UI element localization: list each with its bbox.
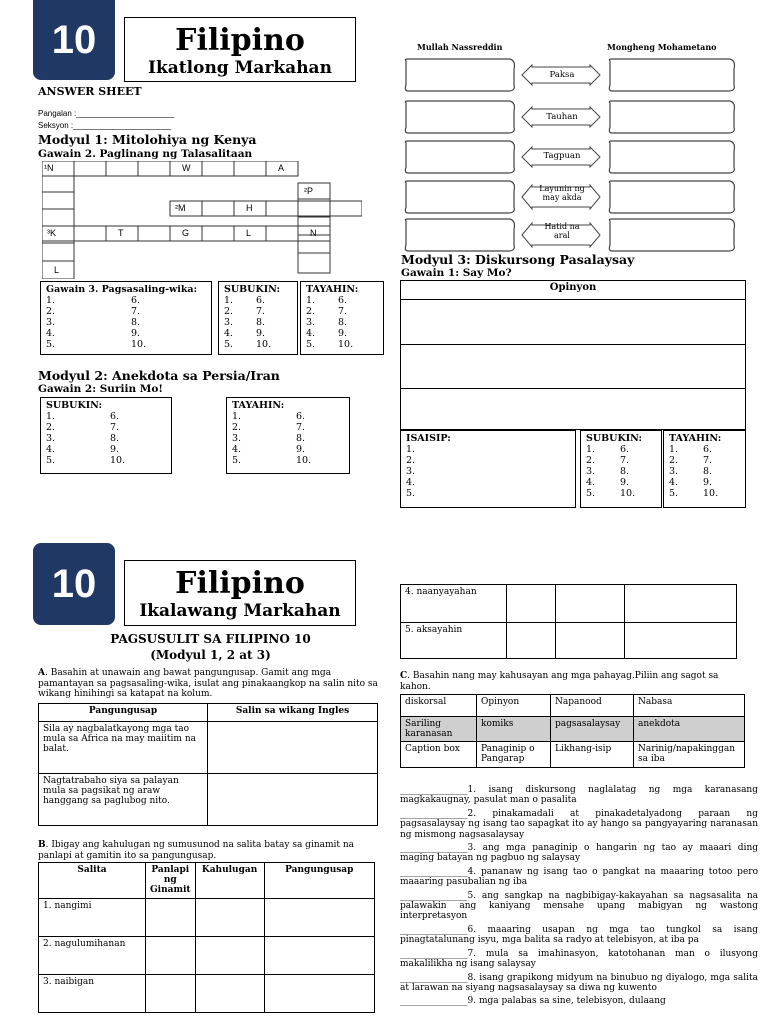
cw-cell-l: L (246, 228, 252, 238)
title-box (124, 17, 356, 82)
exam-subtitle: (Modyul 1, 2 at 3) (150, 648, 271, 662)
page-title-2: Filipino (175, 566, 305, 601)
tayahin-answer-box-3: TAYAHIN: 1. 6. 2. 7. 3. 8. 4. 9. 5. 10. (663, 430, 746, 508)
word-bank-item: Nabasa (634, 695, 745, 717)
b-row-cell[interactable] (264, 975, 374, 1013)
b-row-word: 5. aksayahin (401, 623, 507, 659)
cw-cell-n2: N (310, 228, 317, 238)
b-row-cell[interactable] (195, 899, 264, 937)
opinyon-row[interactable] (401, 389, 745, 429)
b-row-cell[interactable] (264, 899, 374, 937)
b-row-word: 4. naanyayahan (401, 585, 507, 623)
b-header-panlapi: Panlapi ng Ginamit (146, 863, 196, 899)
c-item: _______________7. mula sa imahinasyon, katotohanan man o ilusyong makalilikha ng isang salaysay (400, 948, 758, 970)
word-bank-item: Panaginip o Pangarap (477, 742, 551, 768)
word-bank-item: Likhang-isip (551, 742, 634, 768)
word-bank-item: komiks (477, 717, 551, 742)
word-bank-item: Narinig/napakinggan sa iba (634, 742, 745, 768)
section-b-instructions: B. Ibigay ang kahulugan ng sumusunod na salita batay sa ginamit na panlapi at gamitin ito sa pangungusap. (38, 840, 355, 861)
c-item: _______________2. pinakamadali at pinakadetalyadong paraan ng pagsasalaysay ng isang tao sapagkat ito ay hango sa pangyayaring naranasan ng mismong nagsasalaysay (400, 808, 758, 840)
mullah-label: Mullah Nassreddin (417, 42, 503, 52)
page-subtitle-2: Ikalawang Markahan (139, 601, 341, 621)
a-row-text: Nagtatrabaho siya sa palayan mula sa pagsikat ng araw hanggang sa paglubog nito. (39, 774, 208, 826)
modyul1-heading: Modyul 1: Mitolohiya ng Kenya (38, 132, 257, 147)
isaisip-answer-box: ISAISIP: 1. 2. 3. 4. 5. (400, 430, 576, 508)
b-row-cell[interactable] (195, 937, 264, 975)
gawain1-heading: Gawain 1: Say Mo? (401, 267, 512, 279)
b-row-word: 2. nagulumihanan (39, 937, 146, 975)
section-b-table (38, 862, 375, 1013)
subukin-answer-box-1: SUBUKIN: 1. 6. 2. 7. 3. 8. 4. 9. 5. 10. (218, 281, 298, 355)
cw-cell-m: ²M (175, 203, 186, 213)
cw-cell-l2: L (54, 265, 60, 275)
b-header-salita: Salita (39, 863, 146, 899)
crossword-lines (42, 161, 362, 279)
gawain2b-heading: Gawain 2: Suriin Mo! (38, 383, 163, 395)
c-item: _______________4. pananaw ng isang tao o pangkat na maaaring totoo pero maaaring pasubalian ng iba (400, 866, 758, 888)
b-row-cell[interactable] (264, 937, 374, 975)
c-item: _______________3. ang mga panaginip o hangarin ng tao ay maaari ding maging batayan ng pagbuo ng salaysay (400, 843, 758, 864)
word-bank-item: Napanood (551, 695, 634, 717)
crossword-grid (42, 161, 362, 279)
b-row-cell[interactable] (625, 623, 737, 659)
gawain3-label: Gawain 3. Pagsasaling-wika: (46, 284, 198, 295)
opinyon-row[interactable] (401, 300, 745, 345)
section-a-table (38, 703, 378, 826)
b-row-cell[interactable] (556, 585, 625, 623)
word-bank-item: Caption box (401, 742, 477, 768)
b-row-cell[interactable] (507, 623, 556, 659)
name-field[interactable]: Pangalan :______________________ (38, 109, 175, 118)
b-row-word: 1. nangimi (39, 899, 146, 937)
cw-cell-h: H (246, 203, 253, 213)
cw-cell-t: T (118, 228, 124, 238)
b-row-cell[interactable] (146, 937, 196, 975)
tayahin-label: TAYAHIN: (306, 284, 359, 295)
b-header-kahulugan: Kahulugan (195, 863, 264, 899)
grade-badge: 10 (33, 0, 115, 80)
opinyon-header: Opinyon (401, 281, 745, 300)
subukin-answer-box-3: SUBUKIN: 1. 6. 2. 7. 3. 8. 4. 9. 5. 10. (580, 430, 662, 508)
compare-label-tagpuan: Tagpuan (543, 151, 581, 161)
cw-cell-w: W (182, 163, 191, 173)
b-row-cell[interactable] (146, 899, 196, 937)
tayahin-answer-box-1: TAYAHIN: 1. 6. 2. 7. 3. 8. 4. 9. 5. 10. (300, 281, 384, 355)
c-item: _______________8. isang grapikong midyum na binubuo ng diyalogo, mga salita at larawan na siyang nagsasalaysay sa diwa ng kuwento (400, 972, 758, 993)
a-row-answer[interactable] (208, 722, 378, 774)
b-header-pangungusap: Pangungusap (264, 863, 374, 899)
compare-label-layunin: Layunin ng may akda (539, 184, 585, 202)
a-header-pangungusap: Pangungusap (39, 704, 208, 722)
compare-label-paksa: Paksa (549, 70, 575, 80)
word-bank-item: diskorsal (401, 695, 477, 717)
b-row-cell[interactable] (625, 585, 737, 623)
exam-title: PAGSUSULIT SA FILIPINO 10 (110, 632, 311, 646)
opinyon-row[interactable] (401, 345, 745, 389)
cw-cell-a: A (278, 163, 285, 173)
section-field[interactable]: Seksyon :______________________ (38, 121, 172, 130)
gawain3-answer-box: Gawain 3. Pagsasaling-wika: 1. 6. 2. 7. 3. 8. 4. 9. 5. 10. (40, 281, 212, 355)
section-c-instructions: C. Basahin nang may kahusayan ang mga pahayag.Piliin ang sagot sa kahon. (400, 671, 719, 692)
word-bank-item: pagsasalaysay (551, 717, 634, 742)
compare-label-aral: Hatid na aral (544, 222, 580, 240)
b-row-word: 3. naibigan (39, 975, 146, 1013)
a-row-answer[interactable] (208, 774, 378, 826)
isaisip-label: ISAISIP: (406, 433, 451, 444)
tayahin-answer-box-2: TAYAHIN: 1. 6. 2. 7. 3. 8. 4. 9. 5. 10. (226, 397, 350, 474)
c-item: _______________9. mga palabas sa sine, telebisyon, dulaang (400, 996, 666, 1007)
c-item: _______________1. isang diskursong naglalatag ng mga karanasang magkakaugnay, pasulat man o pasalita (400, 785, 758, 806)
opinyon-table (400, 280, 746, 430)
page-subtitle: Ikatlong Markahan (148, 58, 332, 78)
b-row-cell[interactable] (195, 975, 264, 1013)
section-b-table-continued (400, 584, 737, 659)
subukin-answer-box-2: SUBUKIN: 1. 6. 2. 7. 3. 8. 4. 9. 5. 10. (40, 397, 172, 474)
modyul2-heading: Modyul 2: Anekdota sa Persia/Iran (38, 368, 280, 383)
gawain2-heading: Gawain 2. Paglinang ng Talasalitaan (38, 148, 253, 160)
word-bank-item: Opinyon (477, 695, 551, 717)
word-bank-item: anekdota (634, 717, 745, 742)
word-bank-item: Sariling karanasan (401, 717, 477, 742)
c-item: _______________5. ang sangkap na nagbibigay-kakayahan sa nagsasalita na palawakin ang kaniyang mensahe upang mabigyan ng wastong interpretasyon (400, 890, 758, 922)
section-a-instructions: A. Basahin at unawain ang bawat pangungusap. Gamit ang mga pamantayan sa pagsasaling-wika, isulat ang pinakaangkop na salin nito sa wikang hinihingi sa katapat na kolum. (38, 668, 378, 699)
b-row-cell[interactable] (556, 623, 625, 659)
answer-sheet-heading: ANSWER SHEET (38, 85, 142, 98)
cw-cell-p: ²P (304, 186, 313, 196)
subukin-label: SUBUKIN: (224, 284, 281, 295)
cw-cell-n: ¹N (44, 163, 54, 173)
a-header-salin: Salin sa wikang Ingles (208, 704, 378, 722)
a-row-text: Sila ay nagbalatkayong mga tao mula sa Africa na may maiitim na balat. (39, 722, 208, 774)
word-bank-table (400, 694, 745, 768)
grade-badge-2: 10 (33, 543, 115, 625)
b-row-cell[interactable] (146, 975, 196, 1013)
cw-cell-k: ³K (47, 228, 56, 238)
cw-cell-g: G (182, 228, 190, 238)
section-c-items (400, 785, 758, 1007)
compare-label-tauhan: Tauhan (546, 112, 578, 122)
c-item: _______________6. maaaring usapan ng mga tao tungkol sa isang pinagtatalunang isyu, mga balita sa radyo at telebisyon, at iba pa (400, 924, 758, 946)
b-row-cell[interactable] (507, 585, 556, 623)
modyul3-heading: Modyul 3: Diskursong Pasalaysay (401, 252, 635, 267)
page-title: Filipino (175, 23, 305, 58)
title-box-2 (124, 560, 356, 626)
mongheng-label: Mongheng Mohametano (607, 42, 717, 52)
